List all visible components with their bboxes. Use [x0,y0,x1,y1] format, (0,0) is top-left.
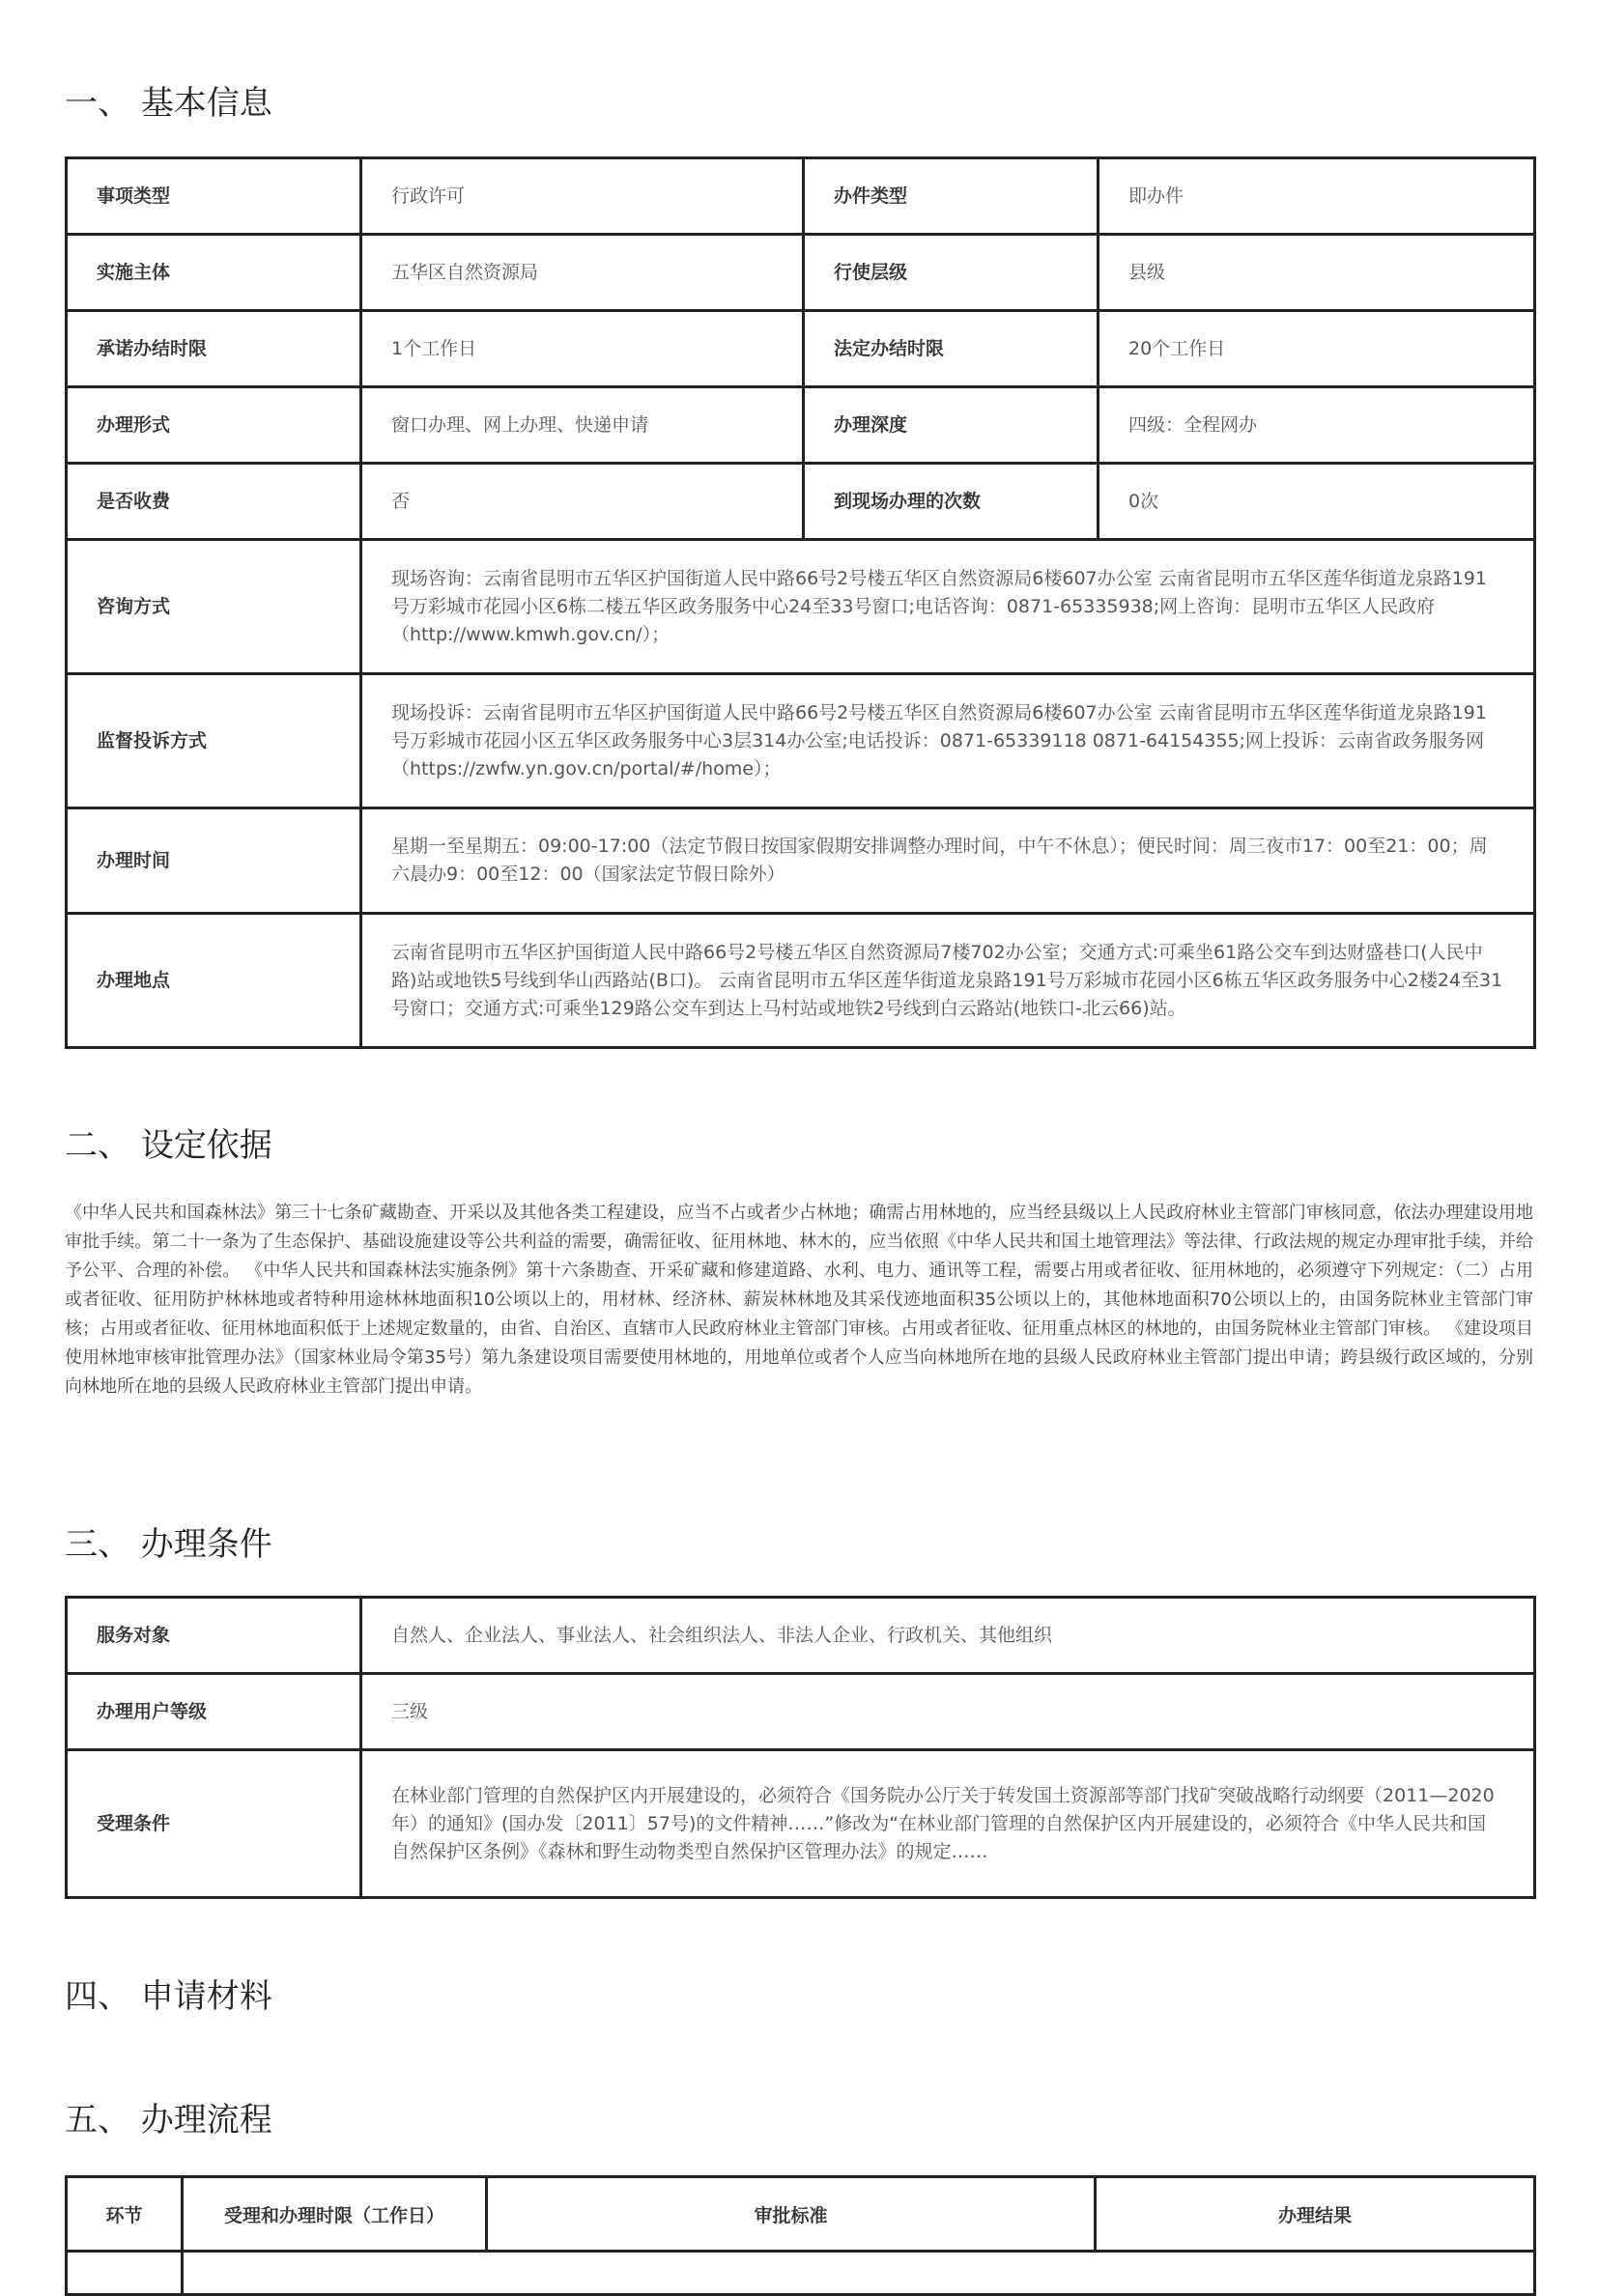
label-handling-depth: 办理深度 [804,387,1099,464]
header-stage: 环节 [67,2177,183,2252]
value-case-type: 即办件 [1099,158,1535,235]
value-service-target: 自然人、企业法人、事业法人、社会组织法人、非法人企业、行政机关、其他组织 [361,1598,1535,1674]
section-title-basic-info: 一、 基本信息 [65,84,272,123]
table-row [67,1674,1535,1750]
table-row [67,914,1535,1048]
section-title-legal-basis: 二、 设定依据 [65,1126,272,1165]
label-acceptance-conditions: 受理条件 [67,1750,361,1898]
value-location: 云南省昆明市五华区护国街道人民中路66号2号楼五华区自然资源局7楼702办公室；交通方式:可乘坐61路公交车到达财盛巷口(人民中路)站或地铁5号线到华山西路站(B口)。 云南省昆明市五华区莲华街道龙泉路191号万彩城市花园小区6栋五华区政务服务中心2楼24至31号窗口；交通方式:可乘坐129路公交车到达上马村站或地铁2号线到白云路站(地铁口-北云66)站。 [361,914,1535,1048]
value-onsite-visits: 0次 [1099,464,1535,540]
table-row [67,464,1535,540]
label-fee: 是否收费 [67,464,361,540]
label-user-level: 办理用户等级 [67,1674,361,1750]
label-onsite-visits: 到现场办理的次数 [804,464,1099,540]
label-complaint: 监督投诉方式 [67,674,361,808]
value-handling-form: 窗口办理、网上办理、快递申请 [361,387,804,464]
header-result: 办理结果 [1096,2177,1535,2252]
label-item-type: 事项类型 [67,158,361,235]
table-header-row [67,2177,1535,2252]
value-complaint: 现场投诉：云南省昆明市五华区护国街道人民中路66号2号楼五华区自然资源局6楼607办公室 云南省昆明市五华区莲华街道龙泉路191号万彩城市花园小区五华区政务服务中心3层314办公室;电话投诉：0871-65339118 0871-64154355;网上投诉：云南省政务服务网（https://zwfw.yn.gov.cn/portal/#/home）； [361,674,1535,808]
conditions-table [65,1596,1536,1899]
label-consultation: 咨询方式 [67,540,361,674]
section-title-materials: 四、 申请材料 [65,1977,272,2016]
table-row [67,808,1535,914]
legal-basis-text: 《中华人民共和国森林法》第三十七条矿藏勘查、开采以及其他各类工程建设，应当不占或者少占林地；确需占用林地的，应当经县级以上人民政府林业主管部门审核同意，依法办理建设用地审批手续。第二十一条为了生态保护、基础设施建设等公共利益的需要，确需征收、征用林地、林木的，应当依照《中华人民共和国土地管理法》等法律、行政法规的规定办理审批手续，并给予公平、合理的补偿。 《中华人民共和国森林法实施条例》第十六条勘查、开采矿藏和修建道路、水利、电力、通讯等工程，需要占用或者征收、征用林地的，必须遵守下列规定：（二）占用或者征收、征用防护林林地或者特种用途林林地面积10公顷以上的，用材林、经济林、薪炭林林地及其采伐迹地面积35公顷以上的，其他林地面积70公顷以上的，由国务院林业主管部门审核；占用或者征收、征用林地面积低于上述规定数量的，由省、自治区、直辖市人民政府林业主管部门审核。占用或者征收、征用重点林区的林地的，由国务院林业主管部门审核。 《建设项目使用林地审核审批管理办法》（国家林业局令第35号）第九条建设项目需要使用林地的，用地单位或者个人应当向林地所在地的县级人民政府林业主管部门提出申请；跨县级行政区域的，分别向林地所在地的县级人民政府林业主管部门提出申请。 [65,1203,1533,1397]
value-acceptance-conditions: 在林业部门管理的自然保护区内开展建设的，必须符合《国务院办公厅关于转发国土资源部等部门找矿突破战略行动纲要（2011—2020年）的通知》(国办发〔2011〕57号)的文件精神……”修改为“在林业部门管理的自然保护区内开展建设的，必须符合《中华人民共和国自然保护区条例》《森林和野生动物类型自然保护区管理办法》的规定…… [361,1750,1535,1898]
value-item-type: 行政许可 [361,158,804,235]
label-office-hours: 办理时间 [67,808,361,914]
value-exercise-level: 县级 [1099,235,1535,311]
value-implementing-body: 五华区自然资源局 [361,235,804,311]
table-row [67,674,1535,808]
value-office-hours: 星期一至星期五：09:00-17:00（法定节假日按国家假期安排调整办理时间，中午不休息）；便民时间：周三夜市17：00至21：00；周六晨办9：00至12：00（国家法定节假日除外） [361,808,1535,914]
table-row [67,158,1535,235]
label-service-target: 服务对象 [67,1598,361,1674]
table-row [67,235,1535,311]
table-row [67,387,1535,464]
value-consultation: 现场咨询：云南省昆明市五华区护国街道人民中路66号2号楼五华区自然资源局6楼607办公室 云南省昆明市五华区莲华街道龙泉路191号万彩城市花园小区6栋二楼五华区政务服务中心24至33号窗口;电话咨询：0871-65335938;网上咨询：昆明市五华区人民政府（http://www.kmwh.gov.cn/）； [361,540,1535,674]
label-exercise-level: 行使层级 [804,235,1099,311]
header-approval-standard: 审批标准 [487,2177,1096,2252]
value-user-level: 三级 [361,1674,1535,1750]
value-handling-depth: 四级：全程网办 [1099,387,1535,464]
table-cell [183,2252,1535,2295]
table-row [67,1750,1535,1898]
label-promised-time-limit: 承诺办结时限 [67,311,361,387]
value-legal-time-limit: 20个工作日 [1099,311,1535,387]
label-handling-form: 办理形式 [67,387,361,464]
value-fee: 否 [361,464,804,540]
value-promised-time-limit: 1个工作日 [361,311,804,387]
label-case-type: 办件类型 [804,158,1099,235]
table-row [67,2252,1535,2295]
table-row [67,540,1535,674]
basic-info-table [65,156,1536,1049]
table-cell [67,2252,183,2295]
label-legal-time-limit: 法定办结时限 [804,311,1099,387]
label-location: 办理地点 [67,914,361,1048]
label-implementing-body: 实施主体 [67,235,361,311]
table-row [67,311,1535,387]
section-title-conditions: 三、 办理条件 [65,1525,272,1564]
process-table [65,2175,1536,2296]
header-time-limit: 受理和办理时限（工作日） [183,2177,487,2252]
section-title-process: 五、 办理流程 [65,2101,272,2140]
table-row [67,1598,1535,1674]
